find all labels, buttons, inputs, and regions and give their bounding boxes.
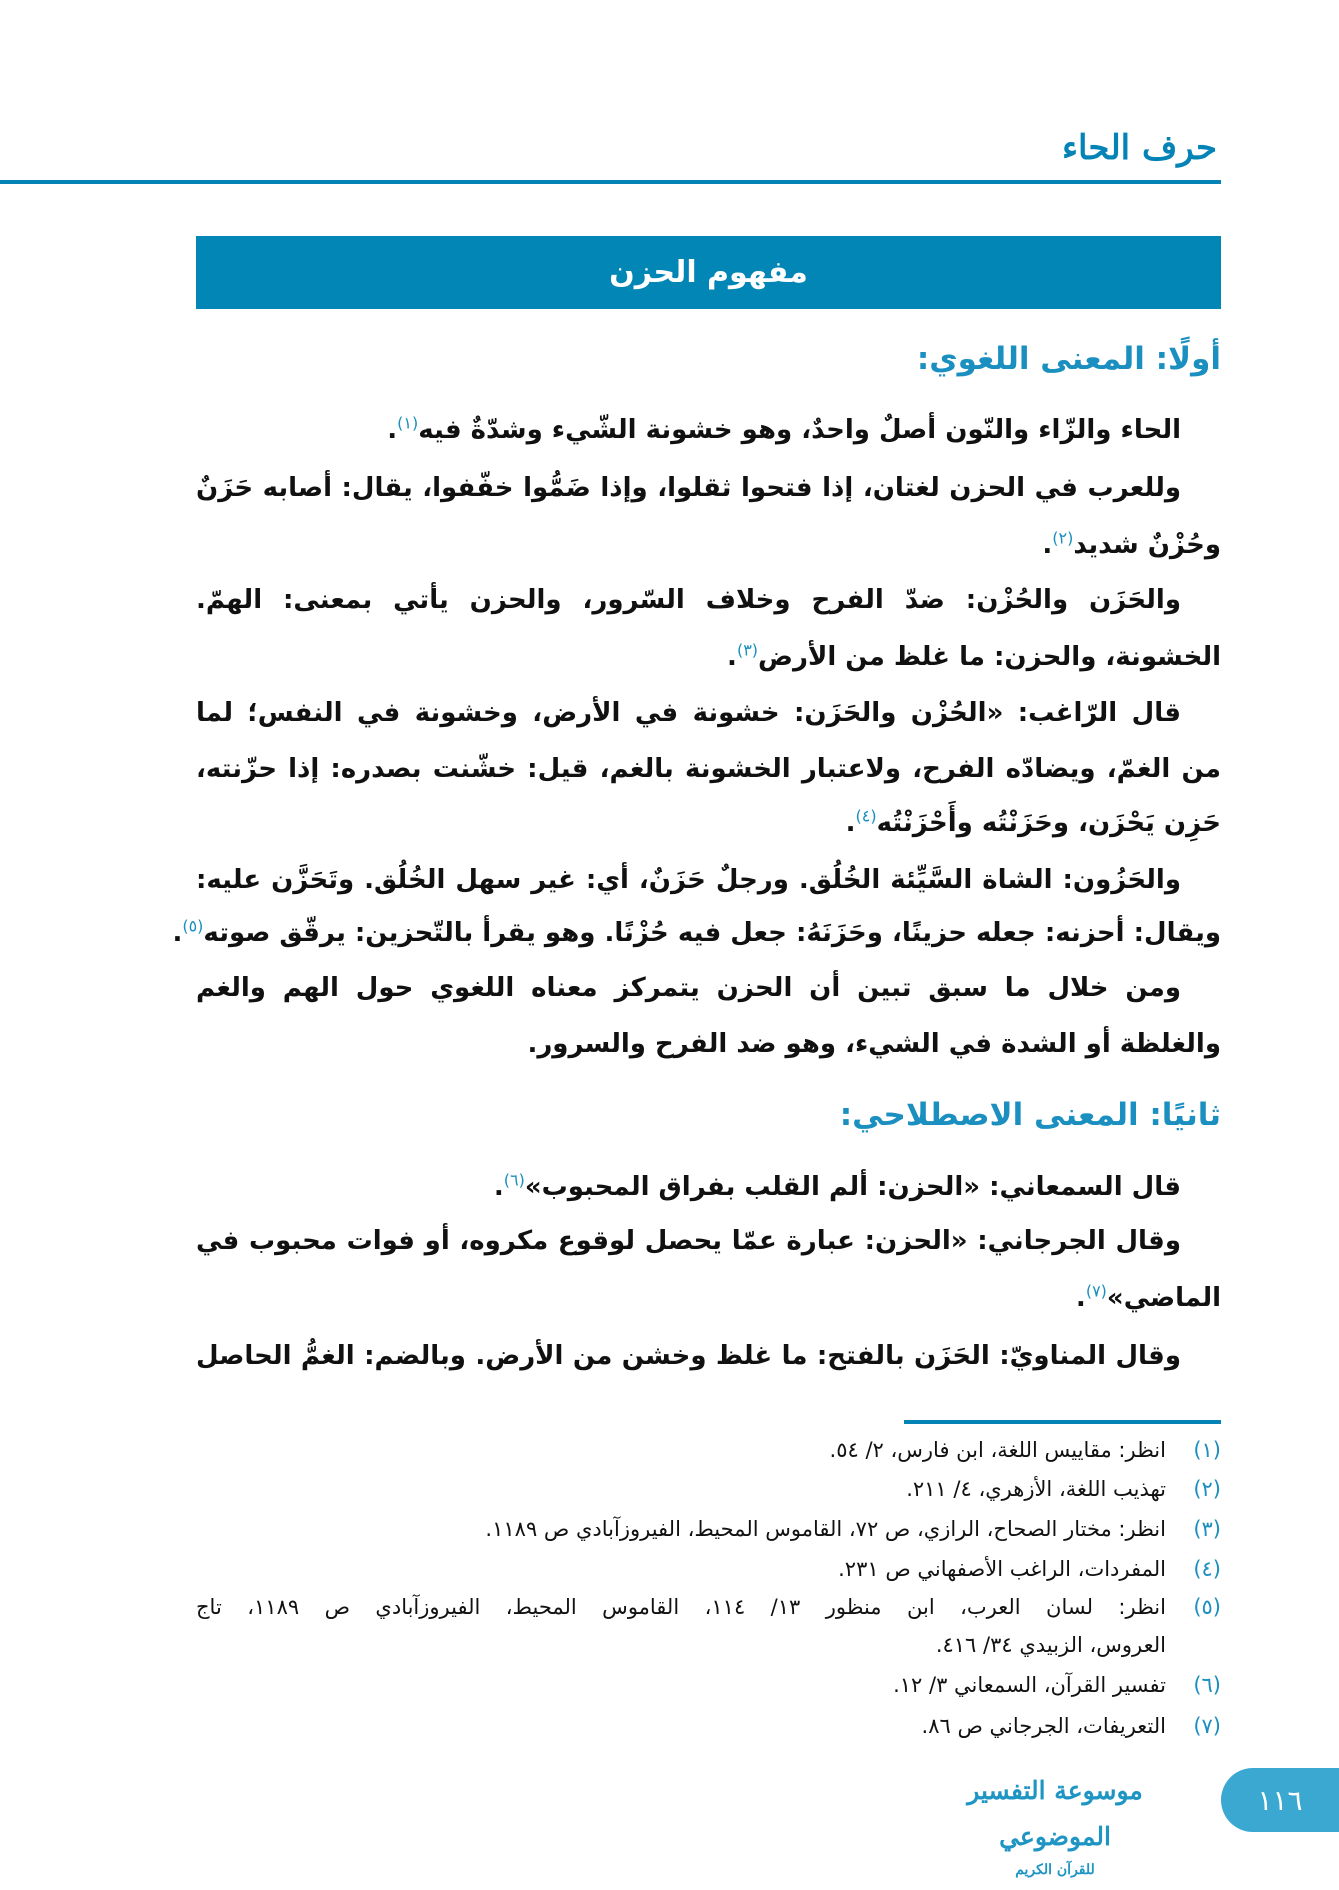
footnote-ref[interactable]: (١) [397,413,419,433]
text-line [196,572,1221,628]
footnote-text: المفردات، الراغب الأصفهاني ص ٢٣١. [838,1557,1166,1581]
footnote-ref[interactable]: (٧) [1085,1281,1107,1301]
footnote-number: (٣) [1193,1517,1221,1541]
footnote [196,1510,1221,1548]
footnote-text: العروس، الزبيدي ٣٤/ ٤١٦. [935,1633,1166,1657]
line-text: قال الرّاغب: «الحُزْن والحَزَن: خشونة في الأرض، وخشونة في النفس؛ لما [196,698,1181,728]
footnote-text: التعريفات، الجرجاني ص ٨٦. [921,1714,1166,1738]
footnote [196,1666,1221,1704]
line-text: الخشونة، والحزن: ما غلظ من الأرض [758,642,1221,672]
footnote-number: (٥) [1193,1595,1221,1619]
line-text: والحَزَن والحُزْن: ضدّ الفرح وخلاف السّرور، والحزن يأتي بمعنى: الهمّ. [196,585,1181,615]
header-rule [0,180,1221,184]
line-text: الماضي» [1106,1283,1221,1313]
footnote-text: انظر: مقاييس اللغة، ابن فارس، ٢/ ٥٤. [829,1438,1166,1462]
text-line [196,795,1221,851]
page-number-badge [1221,1768,1339,1832]
footnote [196,1588,1221,1626]
footnote-ref[interactable]: (٤) [855,806,877,826]
line-text: وحُزْنٌ شديد [1073,530,1221,560]
line-text: ويقال: أحزنه: جعله حزينًا، وحَزَنَهُ: جعل فيه حُزْنًا. وهو يقرأ بالتّحزين: يرقّق صوته [203,918,1221,948]
chapter-title: حرف الحاء [1062,128,1217,168]
text-line [196,960,1221,1016]
line-text: والغلظة أو الشدة في الشيء، وهو ضد الفرح والسرور. [527,1029,1221,1059]
footnote-ref[interactable]: (٥) [182,916,204,936]
logo-line2: للقرآن الكريم [1015,1862,1095,1878]
footnote-number: (٦) [1193,1673,1221,1697]
text-line [196,685,1221,741]
line-punct: . [727,642,737,672]
text-line [196,517,1221,573]
footnote-ref[interactable]: (٦) [503,1170,525,1190]
line-text: وللعرب في الحزن لغتان، إذا فتحوا ثقلوا، وإذا ضَمُّوا خفّفوا، يقال: أصابه حَزَنٌ [196,473,1181,503]
footnote-text: تهذيب اللغة، الأزهري، ٤/ ٢١١. [906,1477,1166,1501]
line-punct: . [387,415,398,445]
footnote-rule [904,1420,1221,1424]
section-title-bar [196,236,1221,309]
line-punct: . [845,808,856,838]
logo-line1: موسوعة التفسير الموضوعي [967,1776,1143,1851]
footnote-number: (٢) [1193,1477,1221,1501]
page-number: ١١٦ [1257,1783,1303,1817]
footnote-ref[interactable]: (٣) [736,640,759,660]
text-line [196,741,1221,797]
footnote-number: (٧) [1193,1714,1221,1738]
line-text: قال السمعاني: «الحزن: ألم القلب بفراق المحبوب» [524,1172,1181,1202]
text-line [196,402,1221,458]
footnote-number: (٤) [1193,1557,1221,1581]
text-line [196,1213,1221,1269]
line-text: وقال المناويّ: الحَزَن بالفتح: ما غلظ وخشن من الأرض. وبالضم: الغمُّ الحاصل [196,1341,1181,1371]
text-line [172,905,1221,961]
footnote-ref[interactable]: (٢) [1052,528,1074,548]
footnote [196,1550,1221,1588]
text-line [196,1328,1221,1384]
line-punct: . [1042,530,1053,560]
heading-terminological: ثانيًا: المعنى الاصطلاحي: [839,1097,1221,1133]
line-text: الحاء والزّاء والنّون أصلٌ واحدٌ، وهو خشونة الشّيء وشدّةٌ فيه [418,415,1181,445]
text-line [196,1016,1221,1072]
footnote-number [1166,1626,1221,1664]
section-title: مفهوم الحزن [609,255,808,290]
line-punct: . [1075,1283,1086,1313]
line-punct: . [172,918,183,948]
line-text: ومن خلال ما سبق تبين أن الحزن يتمركز معناه اللغوي حول الهم والغم [196,973,1181,1003]
footnote-text: انظر: لسان العرب، ابن منظور ١٣/ ١١٤، القاموس المحيط، الفيروزآبادي ص ١١٨٩، تاج [196,1595,1166,1619]
footnote-number: (١) [1193,1438,1221,1462]
heading-linguistic: أولًا: المعنى اللغوي: [916,341,1221,377]
text-line [196,1159,1221,1215]
footnote-text: تفسير القرآن، السمعاني ٣/ ١٢. [893,1673,1166,1697]
footnote-text: انظر: مختار الصحاح، الرازي، ص ٧٢، القاموس المحيط، الفيروزآبادي ص ١١٨٩. [485,1517,1166,1541]
line-text: من الغمّ، ويضادّه الفرح، ولاعتبار الخشونة بالغم، قيل: خشّنت بصدره: إذا حزّنته، [196,754,1221,784]
footnote [196,1470,1221,1508]
footnote [196,1431,1221,1469]
text-line [196,460,1221,516]
line-text: حَزِن يَحْزَن، وحَزَنْتُه وأَحْزَنْتُه [876,808,1221,838]
text-line [196,1270,1221,1326]
logo [930,1768,1180,1878]
text-line [196,852,1221,908]
footnote [196,1707,1221,1745]
line-punct: . [493,1172,504,1202]
footnote [196,1626,1221,1664]
text-line [196,629,1221,685]
line-text: والحَزُون: الشاة السَّيِّئة الخُلُق. ورجلٌ حَزَنٌ، أي: غير سهل الخُلُق. وتَحَزَّن عليه: [196,865,1181,895]
line-text: وقال الجرجاني: «الحزن: عبارة عمّا يحصل لوقوع مكروه، أو فوات محبوب في [196,1226,1181,1256]
